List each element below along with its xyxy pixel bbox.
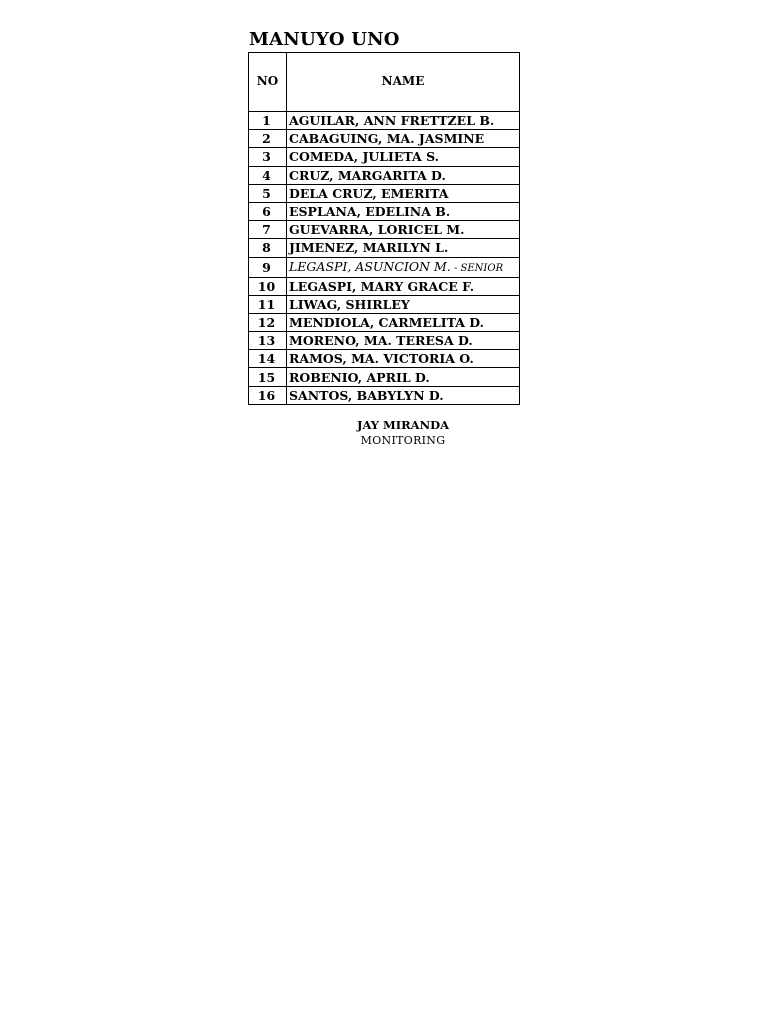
row-name xyxy=(287,257,520,277)
table-row xyxy=(249,277,520,295)
member-name: CRUZ, MARGARITA D. xyxy=(289,167,446,183)
member-name: GUEVARRA, LORICEL M. xyxy=(289,222,465,238)
row-number: 15 xyxy=(249,368,287,386)
row-number: 10 xyxy=(249,277,287,295)
member-name: DELA CRUZ, EMERITA xyxy=(289,185,449,201)
row-name xyxy=(287,148,520,166)
row-number: 6 xyxy=(249,202,287,220)
row-number: 4 xyxy=(249,166,287,184)
table-row xyxy=(249,184,520,202)
table-row xyxy=(249,368,520,386)
row-name xyxy=(287,112,520,130)
member-name: LIWAG, SHIRLEY xyxy=(289,296,410,312)
member-note: - SENIOR xyxy=(450,262,504,274)
table-row xyxy=(249,112,520,130)
member-name: RAMOS, MA. VICTORIA O. xyxy=(289,351,474,367)
header-name: NAME xyxy=(287,53,520,112)
row-number: 12 xyxy=(249,313,287,331)
roster-table xyxy=(248,52,520,405)
table-row xyxy=(249,257,520,277)
row-name xyxy=(287,332,520,350)
row-name xyxy=(287,386,520,404)
member-name: LEGASPI, MARY GRACE F. xyxy=(289,278,475,294)
member-name: COMEDA, JULIETA S. xyxy=(289,149,440,165)
table-row xyxy=(249,350,520,368)
row-number: 2 xyxy=(249,130,287,148)
row-number: 11 xyxy=(249,295,287,313)
row-number: 7 xyxy=(249,221,287,239)
roster-body xyxy=(249,112,520,405)
member-name: JIMENEZ, MARILYN L. xyxy=(289,240,449,256)
row-number: 9 xyxy=(249,257,287,277)
row-number: 13 xyxy=(249,332,287,350)
row-number: 8 xyxy=(249,239,287,257)
header-no: NO xyxy=(249,53,287,112)
member-name: CABAGUING, MA. JASMINE xyxy=(289,131,485,147)
table-header-row xyxy=(249,53,520,112)
table-row xyxy=(249,239,520,257)
member-name: MORENO, MA. TERESA D. xyxy=(289,333,473,349)
table-row xyxy=(249,148,520,166)
row-name xyxy=(287,313,520,331)
table-row xyxy=(249,166,520,184)
page-title: MANUYO UNO xyxy=(249,29,400,50)
row-name xyxy=(287,166,520,184)
row-number: 14 xyxy=(249,350,287,368)
row-name xyxy=(287,202,520,220)
row-name xyxy=(287,239,520,257)
row-name xyxy=(287,368,520,386)
table-row xyxy=(249,221,520,239)
row-name xyxy=(287,184,520,202)
table-row xyxy=(249,313,520,331)
member-name: MENDIOLA, CARMELITA D. xyxy=(289,314,485,330)
row-name xyxy=(287,221,520,239)
table-row xyxy=(249,130,520,148)
member-name: LEGASPI, ASUNCION M. xyxy=(289,258,451,274)
table-row xyxy=(249,386,520,404)
row-name xyxy=(287,277,520,295)
row-name xyxy=(287,130,520,148)
row-name xyxy=(287,350,520,368)
monitor-role: MONITORING xyxy=(360,434,446,447)
table-row xyxy=(249,332,520,350)
row-number: 3 xyxy=(249,148,287,166)
member-name: ESPLANA, EDELINA B. xyxy=(289,204,451,220)
row-name xyxy=(287,295,520,313)
row-number: 5 xyxy=(249,184,287,202)
member-name: AGUILAR, ANN FRETTZEL B. xyxy=(289,113,495,129)
footer-signature xyxy=(248,418,558,448)
row-number: 16 xyxy=(249,386,287,404)
member-name: SANTOS, BABYLYN D. xyxy=(289,387,444,403)
table-row xyxy=(249,295,520,313)
member-name: ROBENIO, APRIL D. xyxy=(289,369,430,385)
row-number: 1 xyxy=(249,112,287,130)
table-row xyxy=(249,202,520,220)
monitor-name: JAY MIRANDA xyxy=(357,418,449,432)
